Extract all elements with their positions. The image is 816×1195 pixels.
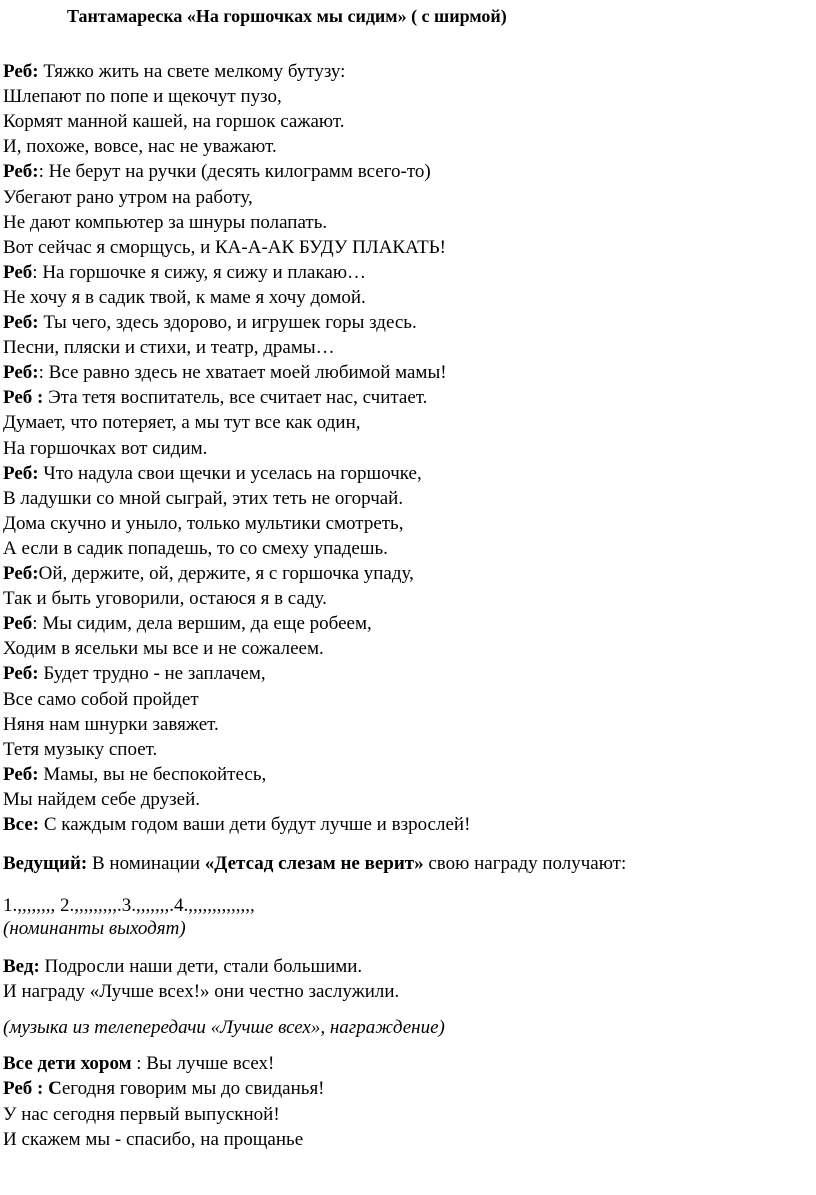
speaker-label: Реб: bbox=[3, 763, 39, 785]
dialogue-text: Тетя музыку споет. bbox=[3, 738, 158, 760]
dialogue-text: С каждым годом ваши дети будут лучше и взрослей! bbox=[39, 814, 471, 835]
host-text: свою награду получают: bbox=[423, 853, 627, 874]
dialogue-text: Мамы, вы не беспокойтесь, bbox=[38, 763, 267, 785]
stage-direction: (музыка из телепередачи «Лучше всех», награждение) bbox=[3, 1017, 445, 1038]
dialogue-line bbox=[3, 60, 345, 84]
dialogue-line bbox=[3, 637, 324, 661]
speaker-label: Ведущий: bbox=[3, 853, 88, 874]
ved-text: Подросли наши дети, стали большими. bbox=[39, 956, 363, 977]
ved-line bbox=[3, 955, 362, 979]
dialogue-text: Дома скучно и уныло, только мультики смотреть, bbox=[3, 512, 404, 534]
dialogue-text: Шлепают по попе и щекочут пузо, bbox=[3, 86, 282, 108]
dialogue-text: В ладушки со мной сыграй, этих теть не огорчай. bbox=[3, 487, 404, 509]
dialogue-text: Тяжко жить на свете мелкому бутузу: bbox=[38, 61, 346, 82]
dialogue-line bbox=[3, 160, 431, 184]
dialogue-text: : Мы сидим, дела вершим, да еще робеем, bbox=[32, 613, 372, 635]
ved-line-2: И награду «Лучше всех!» они честно заслужили. bbox=[3, 981, 400, 1002]
dialogue-text: : Не берут на ручки (десять килограмм всего-то) bbox=[38, 161, 431, 183]
speaker-label: Реб bbox=[3, 613, 33, 635]
dialogue-line bbox=[3, 462, 422, 486]
dialogue-line bbox=[3, 738, 157, 762]
speaker-label: Реб: bbox=[3, 312, 39, 333]
dialogue-line bbox=[3, 135, 277, 159]
speaker-label: Реб: bbox=[3, 462, 39, 484]
chorus-text: : Вы лучше всех! bbox=[131, 1053, 275, 1074]
dialogue-line bbox=[3, 236, 446, 260]
dialogue-line bbox=[3, 386, 427, 410]
dialogue-line bbox=[3, 85, 282, 109]
dialogue-text: Ты чего, здесь здорово, и игрушек горы здесь. bbox=[38, 312, 417, 333]
dialogue-line bbox=[3, 311, 417, 335]
dialogue-text: И, похоже, вовсе, нас не уважают. bbox=[3, 136, 277, 158]
speaker-label: Реб: bbox=[3, 161, 39, 183]
speaker-label: Вед: bbox=[3, 956, 40, 977]
nominee-numbers: 1.,,,,,,,, 2.,,,,,,,,,.3.,,,,,,,.4.,,,,,,,,,,,,,, bbox=[3, 895, 255, 916]
dialogue-line bbox=[3, 361, 447, 385]
dialogue-line bbox=[3, 713, 219, 737]
speaker-label: Все дети хором bbox=[3, 1053, 132, 1074]
dialogue-line bbox=[3, 286, 366, 310]
finale-line bbox=[3, 1077, 325, 1101]
speaker-label: Все: bbox=[3, 814, 40, 835]
dialogue-text: Думает, что потеряет, а мы тут все как один, bbox=[3, 412, 361, 434]
dialogue-text: Кормят манной кашей, на горшок сажают. bbox=[3, 111, 345, 133]
speaker-label: Реб : bbox=[3, 387, 44, 409]
dialogue-text: Ой, держите, ой, держите, я с горшочка упаду, bbox=[38, 563, 414, 584]
dialogue-text: Что надула свои щечки и уселась на горшочке, bbox=[38, 462, 422, 484]
dialogue-text: : На горшочке я сижу, я сижу и плакаю… bbox=[32, 261, 367, 283]
chorus-line bbox=[3, 1052, 274, 1076]
finale-text: егодня говорим мы до свиданья! bbox=[61, 1078, 325, 1099]
dialogue-line bbox=[3, 487, 403, 511]
dialogue-line bbox=[3, 261, 366, 285]
dialogue-line bbox=[3, 612, 372, 636]
dialogue-line bbox=[3, 512, 403, 536]
host-text: В номинации bbox=[87, 853, 205, 874]
dialogue-line bbox=[3, 411, 361, 435]
dialogue-line bbox=[3, 813, 470, 837]
dialogue-line bbox=[3, 110, 344, 134]
dialogue-line bbox=[3, 788, 200, 812]
speaker-label: Реб: bbox=[3, 563, 39, 584]
dialogue-text: Убегают рано утром на работу, bbox=[3, 186, 253, 208]
nomination-title: «Детсад слезам не верит» bbox=[204, 853, 424, 874]
stage-direction: (номинанты выходят) bbox=[3, 918, 186, 939]
dialogue-text: Эта тетя воспитатель, все считает нас, считает. bbox=[43, 387, 428, 409]
speaker-label: Реб : С bbox=[3, 1078, 62, 1099]
dialogue-line bbox=[3, 537, 388, 561]
dialogue-line bbox=[3, 186, 253, 210]
dialogue-text: А если в садик попадешь, то со смеху упадешь. bbox=[3, 537, 388, 559]
speaker-label: Реб: bbox=[3, 362, 39, 384]
dialogue-line bbox=[3, 336, 335, 360]
document-title: Тантамареска «На горшочках мы сидим» ( с ширмой) bbox=[67, 6, 507, 26]
dialogue-text: Не хочу я в садик твой, к маме я хочу домой. bbox=[3, 286, 366, 308]
speaker-label: Реб: bbox=[3, 663, 39, 685]
finale-line-3: И скажем мы - спасибо, на прощанье bbox=[3, 1129, 304, 1150]
dialogue-line bbox=[3, 437, 207, 461]
dialogue-line bbox=[3, 587, 327, 611]
dialogue-line bbox=[3, 211, 327, 235]
dialogue-text: Ходим в ясельки мы все и не сожалеем. bbox=[3, 638, 324, 660]
speaker-label: Реб bbox=[3, 261, 33, 283]
host-line bbox=[3, 852, 626, 876]
dialogue-text: Так и быть уговорили, остаюся я в саду. bbox=[3, 588, 327, 610]
dialogue-text: : Все равно здесь не хватает моей любимой мамы! bbox=[38, 362, 447, 384]
dialogue-text: Будет трудно - не заплачем, bbox=[38, 663, 266, 685]
dialogue-line bbox=[3, 662, 266, 686]
dialogue-text: Вот сейчас я сморщусь, и КА-А-АК БУДУ ПЛАКАТЬ! bbox=[3, 236, 446, 258]
dialogue-text: Мы найдем себе друзей. bbox=[3, 788, 201, 810]
dialogue-text: Не дают компьютер за шнуры полапать. bbox=[3, 211, 328, 233]
dialogue-line bbox=[3, 688, 199, 712]
dialogue-text: Няня нам шнурки завяжет. bbox=[3, 713, 219, 735]
dialogue-line bbox=[3, 562, 414, 586]
speaker-label: Реб: bbox=[3, 61, 39, 82]
dialogue-text: На горшочках вот сидим. bbox=[3, 437, 208, 459]
dialogue-text: Все само собой пройдет bbox=[3, 688, 199, 710]
dialogue-text: Песни, пляски и стихи, и театр, драмы… bbox=[3, 337, 335, 359]
dialogue-line bbox=[3, 763, 266, 787]
finale-line-2: У нас сегодня первый выпускной! bbox=[3, 1104, 280, 1125]
